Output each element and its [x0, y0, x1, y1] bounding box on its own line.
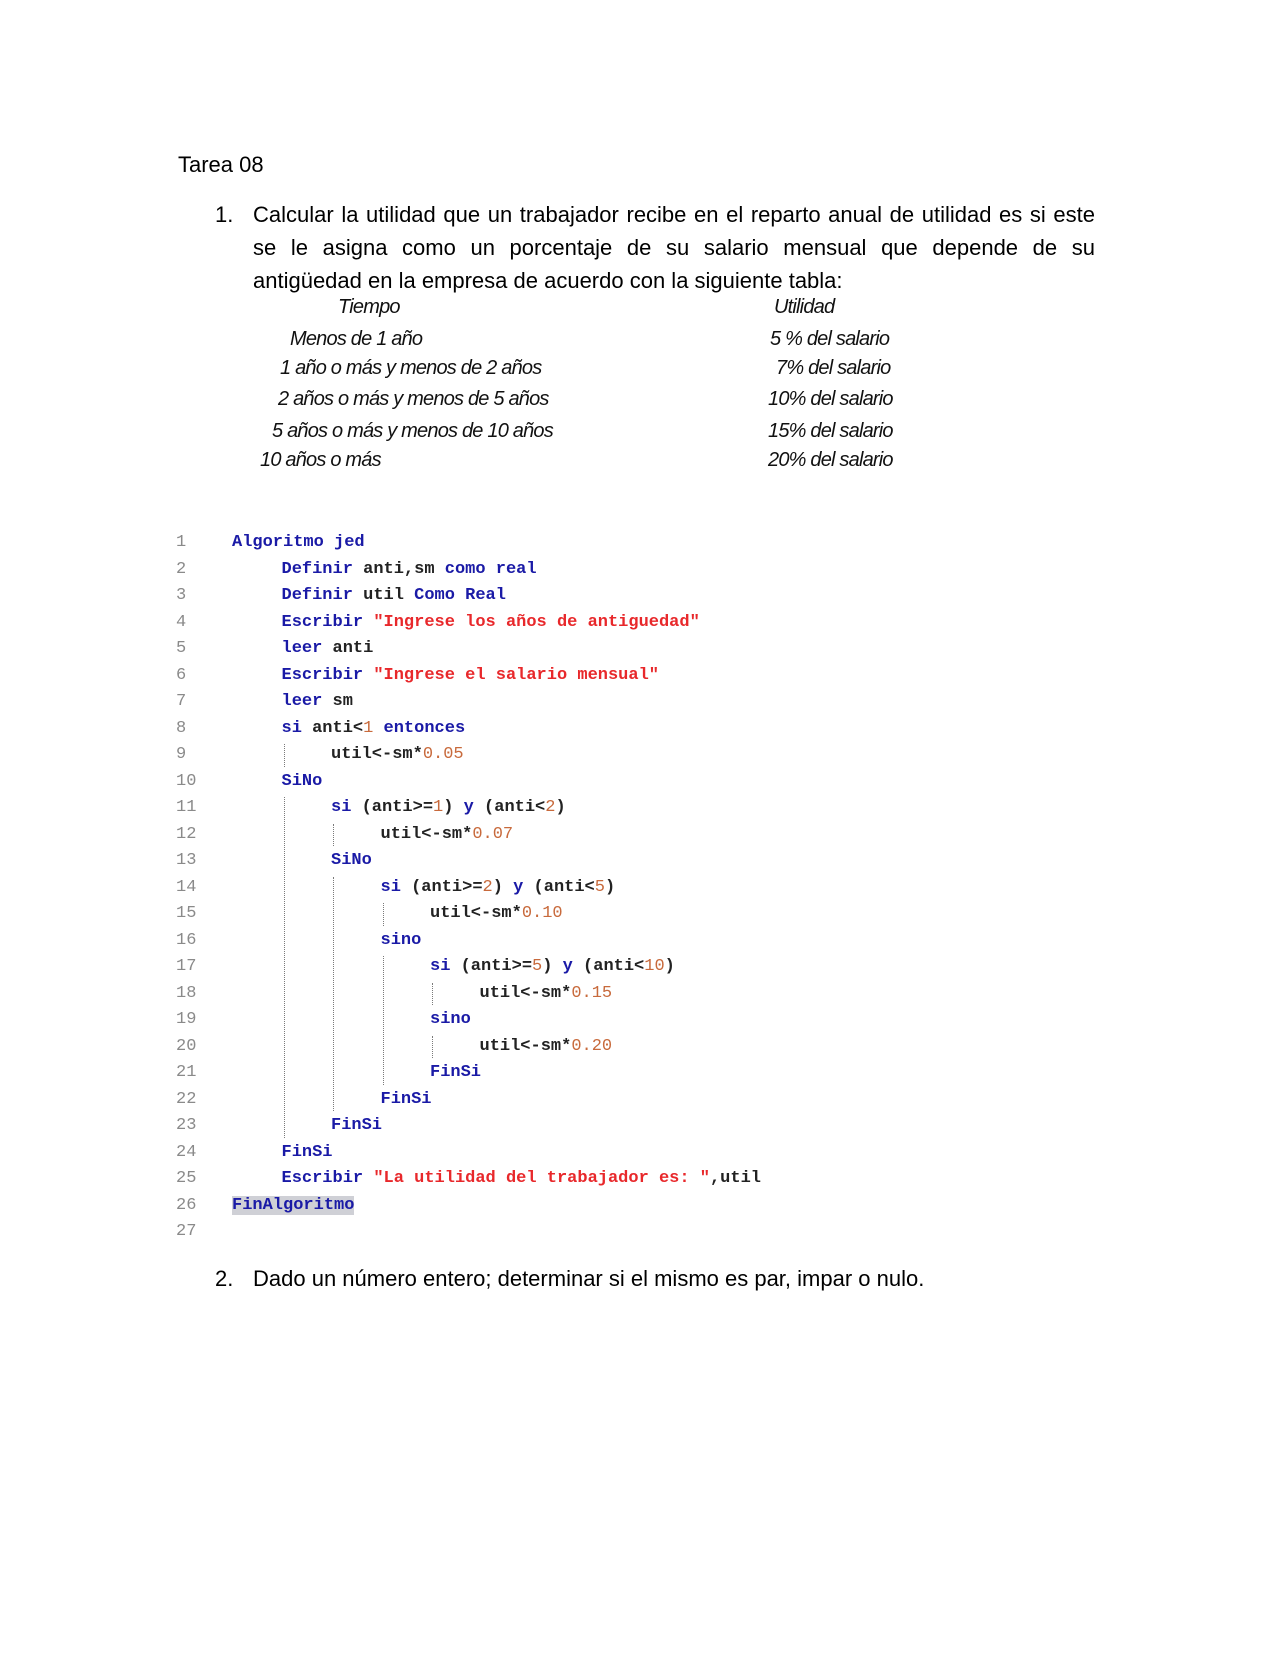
line-number: 7: [176, 692, 187, 711]
code-text: [232, 530, 365, 557]
code-line: [176, 875, 1076, 902]
line-number: 13: [176, 851, 197, 870]
code-line: [176, 954, 1076, 981]
code-text: [381, 875, 616, 902]
code-text: [430, 1007, 471, 1034]
line-number: 22: [176, 1089, 197, 1109]
line-number: 19: [176, 1010, 197, 1029]
code-line: [176, 928, 1076, 955]
indent-guide: [432, 1036, 433, 1059]
code-token: y: [562, 957, 573, 976]
code-token: "La utilidad del trabajador es: ": [373, 1169, 710, 1188]
code-token: Escribir: [281, 665, 364, 685]
list-item: [215, 198, 1095, 297]
table-cell: 10 años o más: [260, 449, 381, 471]
code-token: sino: [380, 930, 422, 950]
line-number: 17: [176, 957, 197, 976]
code-token: y: [513, 877, 524, 897]
line-number: 18: [176, 983, 197, 1003]
code-token: Escribir: [281, 1169, 364, 1188]
code-token: 0.20: [571, 1036, 613, 1056]
code-token: 2: [482, 877, 493, 897]
code-token: [363, 1169, 373, 1188]
code-line: [176, 663, 1076, 690]
line-number: 8: [176, 718, 187, 738]
code-token: si: [331, 798, 352, 817]
line-number: 16: [176, 930, 197, 950]
code-token: FinSi: [331, 1116, 383, 1135]
code-token: FinSi: [281, 1142, 333, 1162]
code-token: SiNo: [331, 851, 372, 870]
code-line: [176, 1219, 1076, 1246]
code-text: [430, 954, 675, 981]
code-text: [331, 795, 566, 822]
code-line: [176, 981, 1076, 1008]
code-token: FinAlgoritmo: [232, 1195, 355, 1215]
code-text: [282, 769, 323, 796]
code-token: 2: [545, 798, 556, 817]
line-number: 24: [176, 1142, 197, 1162]
code-line: [176, 1087, 1076, 1114]
code-text: [331, 848, 372, 875]
code-text: [430, 901, 563, 928]
line-number: 6: [176, 665, 187, 685]
code-token: SiNo: [281, 771, 323, 791]
code-text: [381, 822, 514, 849]
table-header-tiempo: Tiempo: [338, 296, 400, 318]
code-line: [176, 689, 1076, 716]
code-line: [176, 1060, 1076, 1087]
list-item: [215, 1262, 1095, 1295]
table-cell: 10% del salario: [768, 388, 893, 410]
code-token: util<-sm*: [430, 904, 522, 923]
code-token: ): [555, 798, 566, 817]
indent-guide: [333, 824, 334, 847]
code-token: FinSi: [380, 1089, 432, 1109]
code-text: [480, 1034, 613, 1061]
code-text: [331, 742, 464, 769]
code-token: "Ingrese el salario mensual": [373, 665, 659, 685]
code-token: util<-sm*: [479, 983, 572, 1003]
line-number: 15: [176, 904, 197, 923]
table-cell: 20% del salario: [768, 449, 893, 471]
code-token: util<-sm*: [380, 824, 473, 844]
indent-guide: [383, 903, 384, 926]
code-token: (anti>=: [450, 957, 533, 976]
page-title: Tarea 08: [178, 152, 264, 177]
code-line: [176, 530, 1076, 557]
code-token: (anti>=: [351, 798, 434, 817]
code-token: sino: [430, 1010, 471, 1029]
table-cell: Menos de 1 año: [290, 328, 423, 350]
code-token: Escribir: [281, 612, 364, 632]
code-line: [176, 1113, 1076, 1140]
code-text: [282, 1140, 333, 1167]
code-token: Definir: [281, 559, 353, 579]
code-token: 0.10: [521, 904, 563, 923]
indent-guide: [383, 956, 384, 1085]
line-number: 27: [176, 1222, 197, 1241]
code-token: ): [542, 957, 563, 976]
code-token: Definir: [281, 586, 353, 605]
code-text: [282, 610, 700, 637]
salary-table-image: [250, 296, 950, 486]
code-token: [363, 613, 373, 632]
code-line: [176, 769, 1076, 796]
code-line: [176, 610, 1076, 637]
code-text: [282, 689, 353, 716]
code-token: (anti<: [523, 877, 595, 897]
table-cell: 2 años o más y menos de 5 años: [278, 388, 549, 410]
code-token: util<-sm*: [331, 745, 423, 764]
code-token: 5: [532, 957, 543, 976]
code-token: y: [463, 798, 474, 817]
line-number: 3: [176, 586, 187, 605]
list-number: 1.: [215, 202, 234, 227]
list-text: Dado un número entero; determinar si el mismo es par, impar o nulo.: [253, 1266, 925, 1291]
code-text: [282, 663, 659, 690]
code-line: [176, 742, 1076, 769]
code-token: (anti<: [473, 798, 546, 817]
indent-guide: [284, 744, 285, 767]
line-number: 2: [176, 559, 187, 579]
code-token: 0.07: [472, 824, 514, 844]
indent-guide: [432, 983, 433, 1006]
code-token: entonces: [383, 718, 466, 738]
code-line: [176, 1140, 1076, 1167]
code-line: [176, 1034, 1076, 1061]
code-token: si: [281, 718, 302, 738]
code-token: sm: [322, 692, 353, 711]
code-token: [373, 719, 383, 738]
line-number: 10: [176, 771, 197, 791]
code-line: [176, 822, 1076, 849]
code-line: [176, 1166, 1076, 1193]
code-token: 0.15: [571, 983, 613, 1003]
code-token: si: [430, 957, 451, 976]
code-token: 5: [594, 877, 605, 897]
code-token: leer: [281, 692, 323, 711]
list-text: Calcular la utilidad que un trabajador recibe en el reparto anual de utilidad es si este se le asigna como un porcentaje de su salario mensual que depende de su antigüedad en la empresa de acuerdo con la siguiente tabla:: [253, 202, 1095, 293]
code-token: anti<: [301, 718, 364, 738]
code-line: [176, 583, 1076, 610]
code-token: FinSi: [430, 1063, 482, 1082]
code-text: [282, 583, 506, 610]
table-cell: 15% del salario: [768, 420, 893, 442]
code-token: anti,sm: [352, 559, 445, 579]
code-line: [176, 716, 1076, 743]
code-text: [282, 636, 374, 663]
code-text: [430, 1060, 481, 1087]
code-token: "Ingrese los años de antiguedad": [373, 612, 700, 632]
code-token: (anti<: [572, 957, 645, 976]
code-text: [282, 557, 537, 584]
table-cell: 5 años o más y menos de 10 años: [272, 420, 553, 442]
line-number: 4: [176, 612, 187, 632]
list-number: 2.: [215, 1266, 234, 1291]
table-cell: 7% del salario: [776, 357, 891, 379]
line-number: 23: [176, 1116, 197, 1135]
line-number: 5: [176, 639, 187, 658]
code-text: [381, 928, 422, 955]
line-number: 21: [176, 1063, 197, 1082]
code-token: 0.05: [422, 745, 464, 764]
line-number: 11: [176, 798, 197, 817]
code-token: 10: [644, 957, 665, 976]
code-token: ): [443, 798, 464, 817]
code-text: [232, 1193, 354, 1220]
code-text: [331, 1113, 382, 1140]
code-token: Como Real: [414, 586, 506, 605]
code-line: [176, 795, 1076, 822]
code-token: ): [492, 877, 514, 897]
code-line: [176, 1007, 1076, 1034]
code-token: 1: [433, 798, 444, 817]
line-number: 26: [176, 1195, 197, 1215]
line-number: 9: [176, 745, 187, 764]
code-line: [176, 636, 1076, 663]
code-token: como real: [444, 559, 537, 579]
code-line: [176, 1193, 1076, 1220]
code-token: util: [352, 586, 415, 605]
table-cell: 5 % del salario: [770, 328, 890, 350]
table-header-utilidad: Utilidad: [774, 296, 835, 318]
line-number: 1: [176, 533, 187, 552]
indent-guide: [284, 797, 285, 1138]
code-text: [480, 981, 613, 1008]
code-token: ): [664, 957, 675, 976]
code-token: [363, 666, 373, 685]
code-token: Algoritmo jed: [232, 533, 365, 552]
code-token: si: [380, 877, 401, 897]
code-text: [282, 716, 466, 743]
line-number: 14: [176, 877, 197, 897]
code-token: util<-sm*: [479, 1036, 572, 1056]
line-number: 25: [176, 1169, 197, 1188]
indent-guide: [333, 877, 334, 1112]
code-text: [282, 1166, 762, 1193]
code-text: [381, 1087, 432, 1114]
code-line: [176, 848, 1076, 875]
line-number: 20: [176, 1036, 197, 1056]
code-token: (anti>=: [400, 877, 483, 897]
code-listing: [176, 530, 1076, 1246]
code-token: leer: [281, 639, 323, 658]
table-cell: 1 año o más y menos de 2 años: [280, 357, 542, 379]
line-number: 12: [176, 824, 197, 844]
code-line: [176, 557, 1076, 584]
code-line: [176, 901, 1076, 928]
code-token: ): [604, 877, 616, 897]
code-token: 1: [363, 718, 374, 738]
code-token: ,util: [709, 1169, 761, 1188]
code-token: anti: [322, 639, 374, 658]
